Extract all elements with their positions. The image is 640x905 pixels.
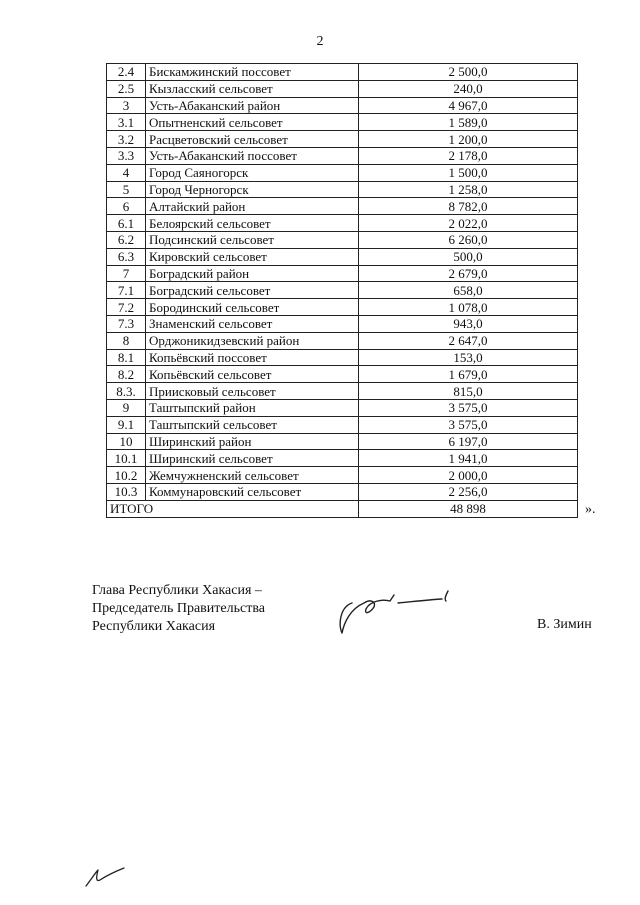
table-row [107, 114, 578, 131]
table-row [107, 349, 578, 366]
row-number: 5 [107, 181, 146, 198]
row-value: 658,0 [359, 282, 578, 299]
row-number: 9 [107, 399, 146, 416]
table-row [107, 332, 578, 349]
row-name: Город Черногорск [146, 181, 359, 198]
handwritten-signature [330, 585, 460, 640]
signature-title-block [92, 582, 265, 636]
table-row [107, 299, 578, 316]
row-name: Жемчужненский сельсовет [146, 467, 359, 484]
row-value: 1 078,0 [359, 299, 578, 316]
table-row [107, 265, 578, 282]
row-value: 1 589,0 [359, 114, 578, 131]
row-number: 10 [107, 433, 146, 450]
row-number: 3.2 [107, 131, 146, 148]
row-number: 3.1 [107, 114, 146, 131]
row-number: 6 [107, 198, 146, 215]
row-value: 6 260,0 [359, 231, 578, 248]
row-name: Орджоникидзевский район [146, 332, 359, 349]
row-value: 2 022,0 [359, 215, 578, 232]
row-name: Опытненский сельсовет [146, 114, 359, 131]
table-row [107, 80, 578, 97]
row-name: Подсинский сельсовет [146, 231, 359, 248]
table-row [107, 315, 578, 332]
table-row [107, 215, 578, 232]
row-name: Бискамжинский поссовет [146, 64, 359, 81]
row-value: 240,0 [359, 80, 578, 97]
row-value: 1 258,0 [359, 181, 578, 198]
row-name: Копьёвский поссовет [146, 349, 359, 366]
row-value: 3 575,0 [359, 399, 578, 416]
row-name: Бородинский сельсовет [146, 299, 359, 316]
row-number: 2.4 [107, 64, 146, 81]
row-name: Белоярский сельсовет [146, 215, 359, 232]
row-value: 1 500,0 [359, 164, 578, 181]
row-value: 2 178,0 [359, 147, 578, 164]
row-number: 2.5 [107, 80, 146, 97]
row-name: Боградский сельсовет [146, 282, 359, 299]
row-name: Боградский район [146, 265, 359, 282]
signature-title-line-1: Глава Республики Хакасия – [92, 583, 262, 598]
row-name: Кировский сельсовет [146, 248, 359, 265]
row-value: 8 782,0 [359, 198, 578, 215]
page-number: 2 [316, 34, 324, 49]
total-value: 48 898 [359, 500, 578, 517]
row-name: Ширинский район [146, 433, 359, 450]
row-name: Город Саяногорск [146, 164, 359, 181]
row-number: 10.2 [107, 467, 146, 484]
row-name: Копьёвский сельсовет [146, 366, 359, 383]
row-number: 8.3. [107, 383, 146, 400]
row-number: 10.1 [107, 450, 146, 467]
total-row [107, 500, 578, 517]
row-value: 943,0 [359, 315, 578, 332]
table-row [107, 366, 578, 383]
table-row [107, 97, 578, 114]
row-number: 8.1 [107, 349, 146, 366]
table-row [107, 64, 578, 81]
closing-quote: ». [585, 502, 596, 517]
table-row [107, 433, 578, 450]
row-number: 3.3 [107, 147, 146, 164]
row-number: 8 [107, 332, 146, 349]
row-name: Усть-Абаканский поссовет [146, 147, 359, 164]
row-name: Ширинский сельсовет [146, 450, 359, 467]
row-number: 7.2 [107, 299, 146, 316]
row-name: Таштыпский сельсовет [146, 416, 359, 433]
row-value: 153,0 [359, 349, 578, 366]
table-row [107, 450, 578, 467]
row-name: Приисковый сельсовет [146, 383, 359, 400]
funding-table [106, 63, 578, 518]
row-value: 4 967,0 [359, 97, 578, 114]
row-name: Знаменский сельсовет [146, 315, 359, 332]
row-value: 1 679,0 [359, 366, 578, 383]
row-value: 6 197,0 [359, 433, 578, 450]
table-row [107, 231, 578, 248]
row-value: 815,0 [359, 383, 578, 400]
table-row [107, 164, 578, 181]
total-label: ИТОГО [107, 500, 359, 517]
row-name: Алтайский район [146, 198, 359, 215]
row-value: 2 500,0 [359, 64, 578, 81]
row-name: Расцветовский сельсовет [146, 131, 359, 148]
signature-title-line-2: Председатель Правительства [92, 601, 265, 616]
table-row [107, 399, 578, 416]
table-row [107, 383, 578, 400]
row-number: 8.2 [107, 366, 146, 383]
handwritten-initials [82, 862, 132, 890]
signatory-name: В. Зимин [537, 617, 592, 632]
table-row [107, 147, 578, 164]
row-number: 7.3 [107, 315, 146, 332]
table-row [107, 131, 578, 148]
row-value: 500,0 [359, 248, 578, 265]
row-value: 2 000,0 [359, 467, 578, 484]
row-name: Коммунаровский сельсовет [146, 483, 359, 500]
table-row [107, 198, 578, 215]
table-body [107, 64, 578, 518]
row-value: 2 256,0 [359, 483, 578, 500]
table-row [107, 483, 578, 500]
row-number: 10.3 [107, 483, 146, 500]
row-number: 6.2 [107, 231, 146, 248]
row-value: 2 679,0 [359, 265, 578, 282]
row-name: Таштыпский район [146, 399, 359, 416]
row-name: Кызласский сельсовет [146, 80, 359, 97]
row-value: 2 647,0 [359, 332, 578, 349]
row-number: 7 [107, 265, 146, 282]
row-number: 7.1 [107, 282, 146, 299]
row-value: 1 941,0 [359, 450, 578, 467]
row-value: 1 200,0 [359, 131, 578, 148]
signature-title-line-3: Республики Хакасия [92, 619, 216, 634]
table-row [107, 181, 578, 198]
row-number: 9.1 [107, 416, 146, 433]
table-row [107, 282, 578, 299]
row-value: 3 575,0 [359, 416, 578, 433]
row-name: Усть-Абаканский район [146, 97, 359, 114]
table-row [107, 467, 578, 484]
table-row [107, 248, 578, 265]
row-number: 6.1 [107, 215, 146, 232]
row-number: 6.3 [107, 248, 146, 265]
row-number: 3 [107, 97, 146, 114]
row-number: 4 [107, 164, 146, 181]
table-row [107, 416, 578, 433]
